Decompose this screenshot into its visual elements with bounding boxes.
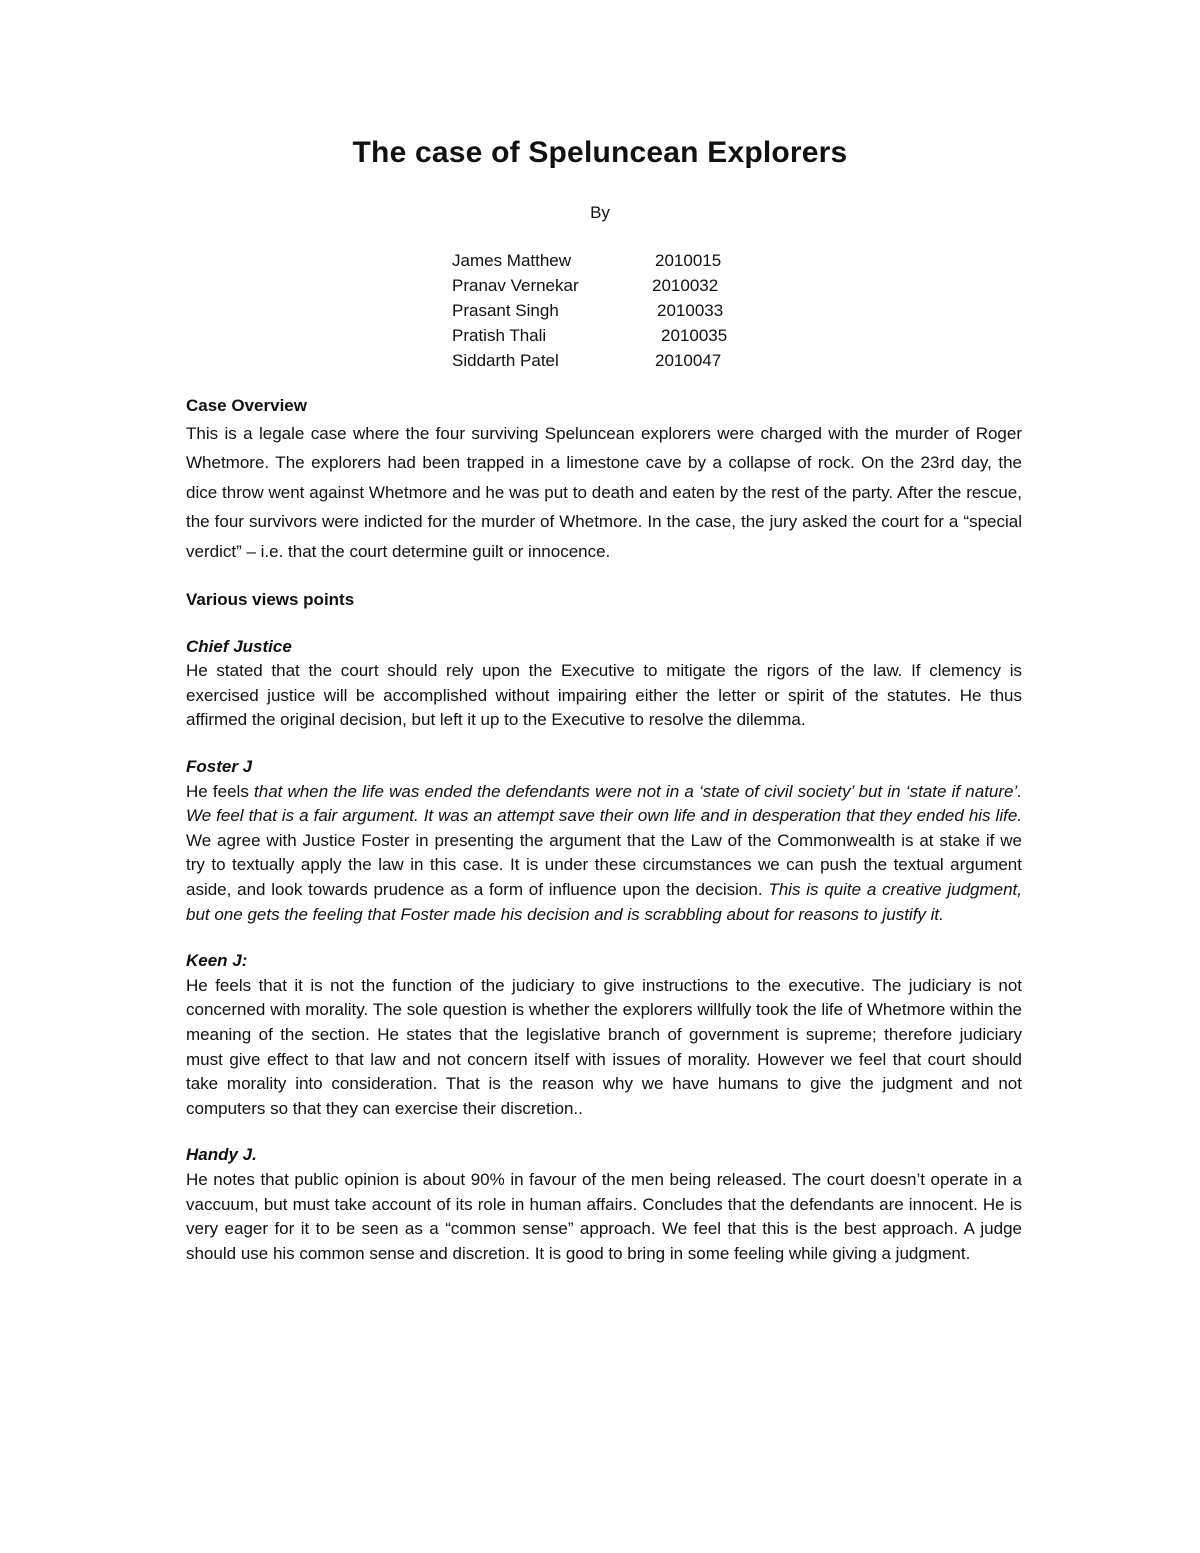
- author-id: 2010015: [655, 251, 722, 270]
- chief-justice-heading: Chief Justice: [186, 636, 292, 656]
- author-row: [452, 348, 772, 373]
- author-id: 2010032: [652, 276, 719, 295]
- foster-text: [186, 780, 1022, 928]
- author-name: James Matthew: [452, 251, 572, 270]
- foster-text-part: We agree with Justice Foster in presenting the argument that the Law of the Commonwealth is at stake if we try to textually apply the law in this case. It is under these circumstances we can push the textual argument aside, and look towards prudence as a form of influence upon the decision.: [186, 830, 1022, 900]
- case-overview-heading: Case Overview: [186, 396, 307, 415]
- foster-text-italic: This is quite a creative judgment, but one gets the feeling that Foster made his decision and is scrabbling about for reasons to justify it.: [186, 880, 1022, 924]
- byline-label: By: [590, 203, 610, 222]
- foster-text-italic: that when the life was ended the defendants were not in a ‘state of civil society’ but in ‘state if nature’. We feel that is a fair argument. It was an attempt save their own life and in desperation that they ended his life.: [186, 781, 1023, 826]
- foster-text-part: He feels: [186, 781, 255, 801]
- author-id: 2010035: [661, 326, 728, 345]
- case-overview-text: This is a legale case where the four surviving Speluncean explorers were charged with the murder of Roger Whetmore. The explorers had been trapped in a limestone cave by a collapse of rock. On the 23rd day, the dice throw went against Whetmore and he was put to death and eaten by the rest of the party. After the rescue, the four survivors were indicted for the murder of Whetmore. In the case, the jury asked the court for a “special verdict” – i.e. that the court determine guilt or innocence.: [186, 423, 1022, 561]
- keen-text: He feels that it is not the function of the judiciary to give instructions to the executive. The judiciary is not concerned with morality. The sole question is whether the explorers willfully took the life of Whetmore within the meaning of the section. He states that the legislative branch of government is supreme; therefore judiciary must give effect to that law and not concern itself with issues of morality. However we feel that court should take morality into consideration. That is the reason why we have humans to give the judgment and not computers so that they can exercise their discretion..: [186, 975, 1022, 1118]
- author-list: [452, 248, 772, 373]
- author-id: 2010033: [657, 301, 724, 320]
- chief-justice-section: [186, 635, 1022, 733]
- viewpoints-section: [186, 588, 1022, 613]
- author-name: Pratish Thali: [452, 326, 547, 345]
- foster-section: [186, 755, 1022, 927]
- document-body: [186, 394, 1022, 1288]
- handy-text: He notes that public opinion is about 90% in favour of the men being released. The court doesn’t operate in a vaccuum, but must take account of its role in human affairs. Concludes that the defendants are innocent. He is very eager for it to be seen as a “common sense” approach. We feel that this is the best approach. A judge should use his common sense and discretion. It is good to bring in some feeling while giving a judgment.: [186, 1169, 1022, 1263]
- author-name: Siddarth Patel: [452, 351, 559, 370]
- chief-justice-text: He stated that the court should rely upon the Executive to mitigate the rigors of the law. If clemency is exercised justice will be accomplished without impairing either the letter or spirit of the statutes. He thus affirmed the original decision, but left it up to the Executive to resolve the dilemma.: [186, 661, 1022, 730]
- author-name: Prasant Singh: [452, 301, 559, 320]
- author-row: [452, 323, 772, 348]
- document-title: The case of Speluncean Explorers: [352, 136, 848, 169]
- author-name: Pranav Vernekar: [452, 276, 579, 295]
- keen-heading: Keen J:: [186, 951, 248, 971]
- keen-section: [186, 949, 1022, 1121]
- handy-heading: Handy J.: [186, 1145, 257, 1165]
- viewpoints-heading: Various views points: [186, 590, 355, 610]
- author-row: [452, 273, 772, 298]
- case-overview-section: [186, 394, 1022, 566]
- handy-section: [186, 1143, 1022, 1266]
- author-row: [452, 298, 772, 323]
- author-id: 2010047: [655, 351, 722, 370]
- author-row: [452, 248, 772, 273]
- foster-heading: Foster J: [186, 757, 253, 777]
